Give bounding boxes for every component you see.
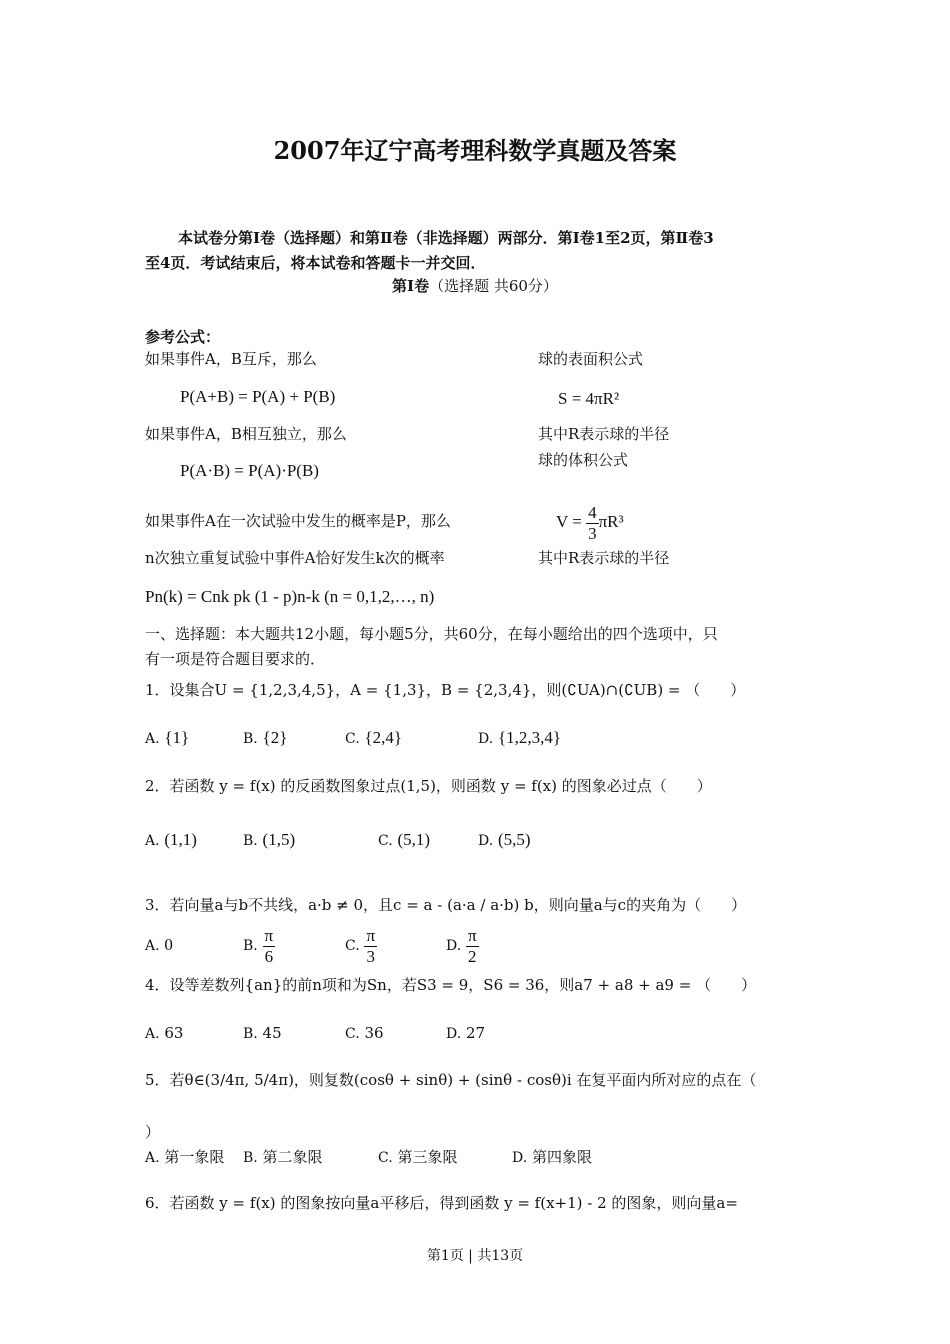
question-5-stem-end: ） (145, 1123, 161, 1141)
part-label: 第Ⅰ卷 (392, 277, 430, 295)
question-4-option-d[interactable]: D. 27 (446, 1024, 486, 1042)
question-5-option-c[interactable]: C. 第三象限 (378, 1148, 458, 1166)
question-4-option-c[interactable]: C. 36 (345, 1024, 384, 1042)
question-2-option-a[interactable]: A. (1,1) (145, 830, 197, 849)
question-3-stem: 3．若向量a与b不共线，a·b ≠ 0，且c = a - (a·a / a·b) b，则向量a与c的夹角为（ ） (145, 896, 747, 914)
fraction: $\frac{\pi}{2}$ (467, 925, 477, 966)
question-4-option-b[interactable]: B. 45 (243, 1024, 282, 1042)
formula-math: P(A·B) = P(A)·P(B) (180, 461, 319, 480)
formulas-heading: 参考公式： (145, 328, 221, 346)
question-1-stem: 1．设集合U = {1,2,3,4,5}，A = {1,3}，B = {2,3,4}，则(∁UA)∩(∁UB) = （ ） (145, 681, 746, 699)
formula-lhs: V = (556, 512, 587, 531)
question-5-option-a[interactable]: A. 第一象限 (145, 1148, 225, 1166)
formula-math: Pn(k) = Cnk pk (1 - p)n-k (n = 0,1,2,…, n) (145, 587, 435, 606)
question-2-option-b[interactable]: B. (1,5) (243, 830, 296, 849)
part-heading (0, 276, 950, 296)
question-4-stem: 4．设等差数列{an}的前n项和为Sn，若S3 = 9，S6 = 36，则a7 + a8 + a9 = （ ） (145, 976, 757, 994)
question-1-option-a[interactable]: A. {1} (145, 728, 190, 747)
formula-text: 如果事件A，B相互独立，那么 (145, 425, 347, 443)
page-footer: 第1页 | 共13页 (426, 1248, 524, 1264)
question-1-option-d[interactable]: D. {1,2,3,4} (478, 728, 562, 747)
question-5-stem: 5．若θ∈(3/4π, 5/4π)，则复数(cosθ + sinθ) + (sinθ - cosθ)i 在复平面内所对应的点在（ (145, 1071, 757, 1089)
numerator: 4 (588, 502, 597, 522)
formula-text: n次独立重复试验中事件A恰好发生k次的概率 (145, 549, 445, 567)
question-6-stem: 6．若函数 y = f(x) 的图象按向量a平移后，得到函数 y = f(x+1) - 2 的图象，则向量a= (145, 1194, 738, 1212)
formula-text: 球的表面积公式 (538, 350, 644, 368)
section-line-2: 有一项是符合题目要求的． (145, 650, 326, 668)
question-2-option-c[interactable]: C. (5,1) (378, 830, 431, 849)
part-note: （选择题 共60分） (429, 277, 558, 295)
document-title: 2007年辽宁高考理科数学真题及答案 (273, 136, 677, 165)
formula-sphere-volume (556, 500, 624, 544)
formula-rhs: πR³ (598, 512, 624, 531)
question-1-option-c[interactable]: C. {2,4} (345, 728, 403, 747)
question-5-option-b[interactable]: B. 第二象限 (243, 1148, 323, 1166)
question-1-option-b[interactable]: B. {2} (243, 728, 288, 747)
formula-text: 其中R表示球的半径 (538, 425, 670, 443)
fraction: $\frac{\pi}{6}$ (264, 925, 274, 966)
fraction: $\frac{\pi}{3}$ (366, 925, 376, 966)
question-2-option-d[interactable]: D. (5,5) (478, 830, 531, 849)
fraction (586, 503, 599, 544)
intro-line-1: 本试卷分第Ⅰ卷（选择题）和第Ⅱ卷（非选择题）两部分．第Ⅰ卷1至2页，第Ⅱ卷3 (178, 229, 714, 247)
formula-math: P(A+B) = P(A) + P(B) (180, 387, 336, 406)
question-3-option-c[interactable]: C. $\frac{\pi}{3}$ (345, 925, 376, 966)
formula-text: 其中R表示球的半径 (538, 549, 670, 567)
question-4-option-a[interactable]: A. 63 (145, 1024, 184, 1042)
formula-text: 如果事件A在一次试验中发生的概率是P，那么 (145, 512, 451, 530)
denominator: 3 (588, 523, 597, 543)
question-3-option-a[interactable]: A. 0 (145, 935, 173, 954)
formula-text: 如果事件A，B互斥，那么 (145, 350, 317, 368)
question-5-option-d[interactable]: D. 第四象限 (512, 1148, 592, 1166)
question-2-stem: 2．若函数 y = f(x) 的反函数图象过点(1,5)，则函数 y = f(x) 的图象必过点（ ） (145, 777, 712, 795)
formula-text: 球的体积公式 (538, 451, 629, 469)
question-3-option-d[interactable]: D. $\frac{\pi}{2}$ (446, 925, 477, 966)
intro-line-2: 至4页．考试结束后，将本试卷和答题卡一并交回． (145, 254, 486, 272)
formula-math: S = 4πR² (558, 389, 620, 408)
question-3-option-b[interactable]: B. $\frac{\pi}{6}$ (243, 925, 274, 966)
section-line-1: 一、选择题：本大题共12小题，每小题5分，共60分，在每小题给出的四个选项中，只 (145, 625, 718, 643)
